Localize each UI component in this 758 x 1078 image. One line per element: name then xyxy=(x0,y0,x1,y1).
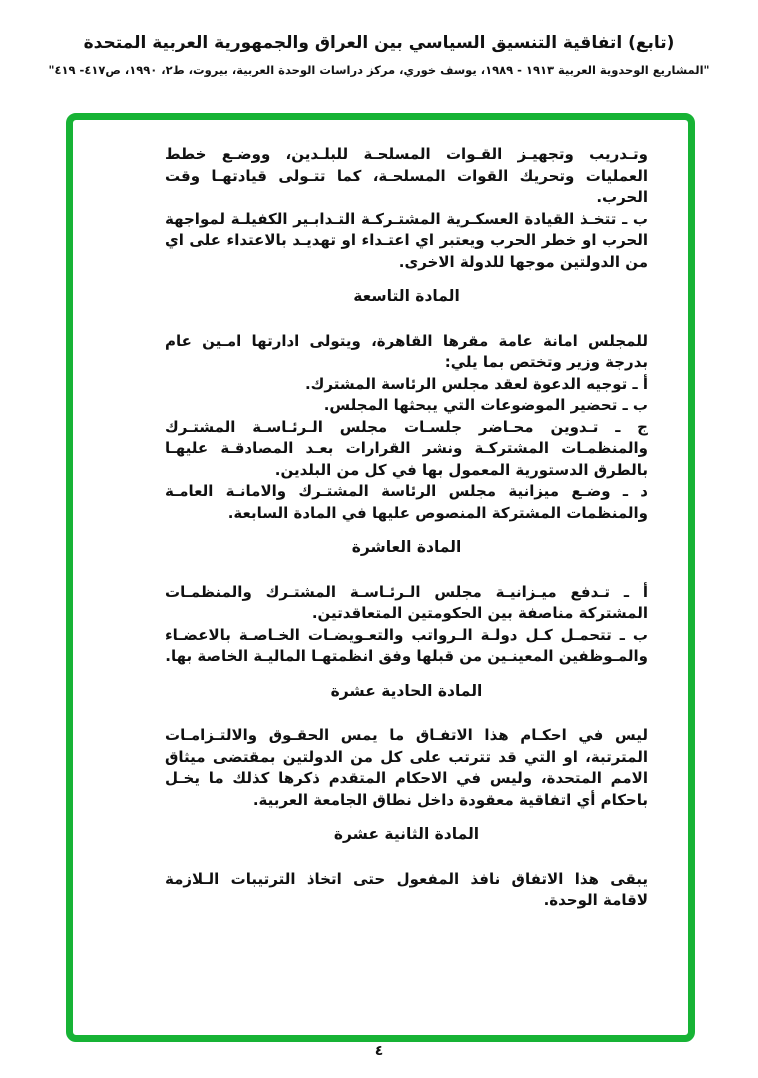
paragraph: ب ـ تتخـذ القيادة العسكـرية المشتـركـة التـدابـير الكفيلـة لمواجهة الحرب او خطر الحرب ويعتبر اي اعتـداء او تهديـد بالاعتداء على اي من الدولتين موجها للدولة الاخرى. xyxy=(165,209,648,271)
document-frame xyxy=(66,113,695,1042)
article-heading: المادة الحادية عشرة xyxy=(330,681,483,700)
page-header xyxy=(0,32,758,77)
page-number: ٤ xyxy=(374,1043,384,1059)
paragraph: للمجلس امانة عامة مقرها القاهرة، ويتولى ادارتها امـين عام بدرجة وزير وتختص بما يلي: xyxy=(165,331,648,371)
paragraph: يبقى هذا الاتفاق نافذ المفعول حتى اتخاذ الترتيبات الـلازمة لاقامة الوحدة. xyxy=(165,869,648,909)
article-heading: المادة التاسعة xyxy=(353,287,460,305)
source-citation: "المشاريع الوحدوية العربية ١٩١٣ - ١٩٨٩، يوسف خوري، مركز دراسات الوحدة العربية، بيروت، ط٢، ١٩٩٠، ص٤١٧- ٤١٩" xyxy=(48,63,710,78)
list-item-paragraph: ب ـ تتحمـل كـل دولـة الـرواتب والتعـويضـات الخـاصـة بالاعضـاء والمـوظفين المعينـين من قبلها وفق انظمتهـا الماليـة الخاصة بها. xyxy=(165,625,648,665)
list-item-paragraph: ب ـ تحضير الموضوعات التي يبحثها المجلس. xyxy=(323,396,648,414)
document-content xyxy=(73,120,688,922)
article-heading: المادة العاشرة xyxy=(351,538,462,556)
list-item-paragraph: أ ـ توجيه الدعوة لعقد مجلس الرئاسة المشترك. xyxy=(304,374,648,393)
paragraph: ليس في احكـام هذا الاتفـاق ما يمس الحقـوق والالتـزامـات المترتبة، او التي قد تترتب على كل من الدولتين بمقتضى ميثاق الامم المتحدة، وليس في الاحكام المتقدم ذكرها كذلك ما يخـل باحكام أي اتفاقية معقودة داخل نطاق الجامعة العربية. xyxy=(165,726,648,809)
article-heading: المادة الثانية عشرة xyxy=(333,825,480,843)
list-item-paragraph: أ ـ تـدفع ميـزانيـة مجلس الـرئـاسـة المشتـرك والمنظمـات المشتركة مناصفة بين الحكومتين المتعاقدتين. xyxy=(165,582,648,622)
list-item-paragraph: ج ـ تـدوين محـاضر جلسـات مجلس الـرئـاسـة المشتـرك والمنظمـات المشتركـة ونشر القرارات بعـد المصادقـة عليهـا بالطرق الدستورية المعمول بها في كل من البلدين. xyxy=(165,417,648,479)
paragraph: وتـدريب وتجهيـز القـوات المسلحـة للبلـدين، ووضـع خطط العمليات وتحريك القوات المسلحـة، كما تتـولى قيادتهـا وقت الحرب. xyxy=(165,145,648,206)
list-item-paragraph: د ـ وضـع ميزانية مجلس الرئاسة المشتـرك والامانـة العامـة والمنظمات المشتركة المنصوص عليها في المادة السابعة. xyxy=(165,482,648,522)
page-title: (تابع) اتفاقية التنسيق السياسي بين العراق والجمهورية العربية المتحدة xyxy=(83,33,675,53)
